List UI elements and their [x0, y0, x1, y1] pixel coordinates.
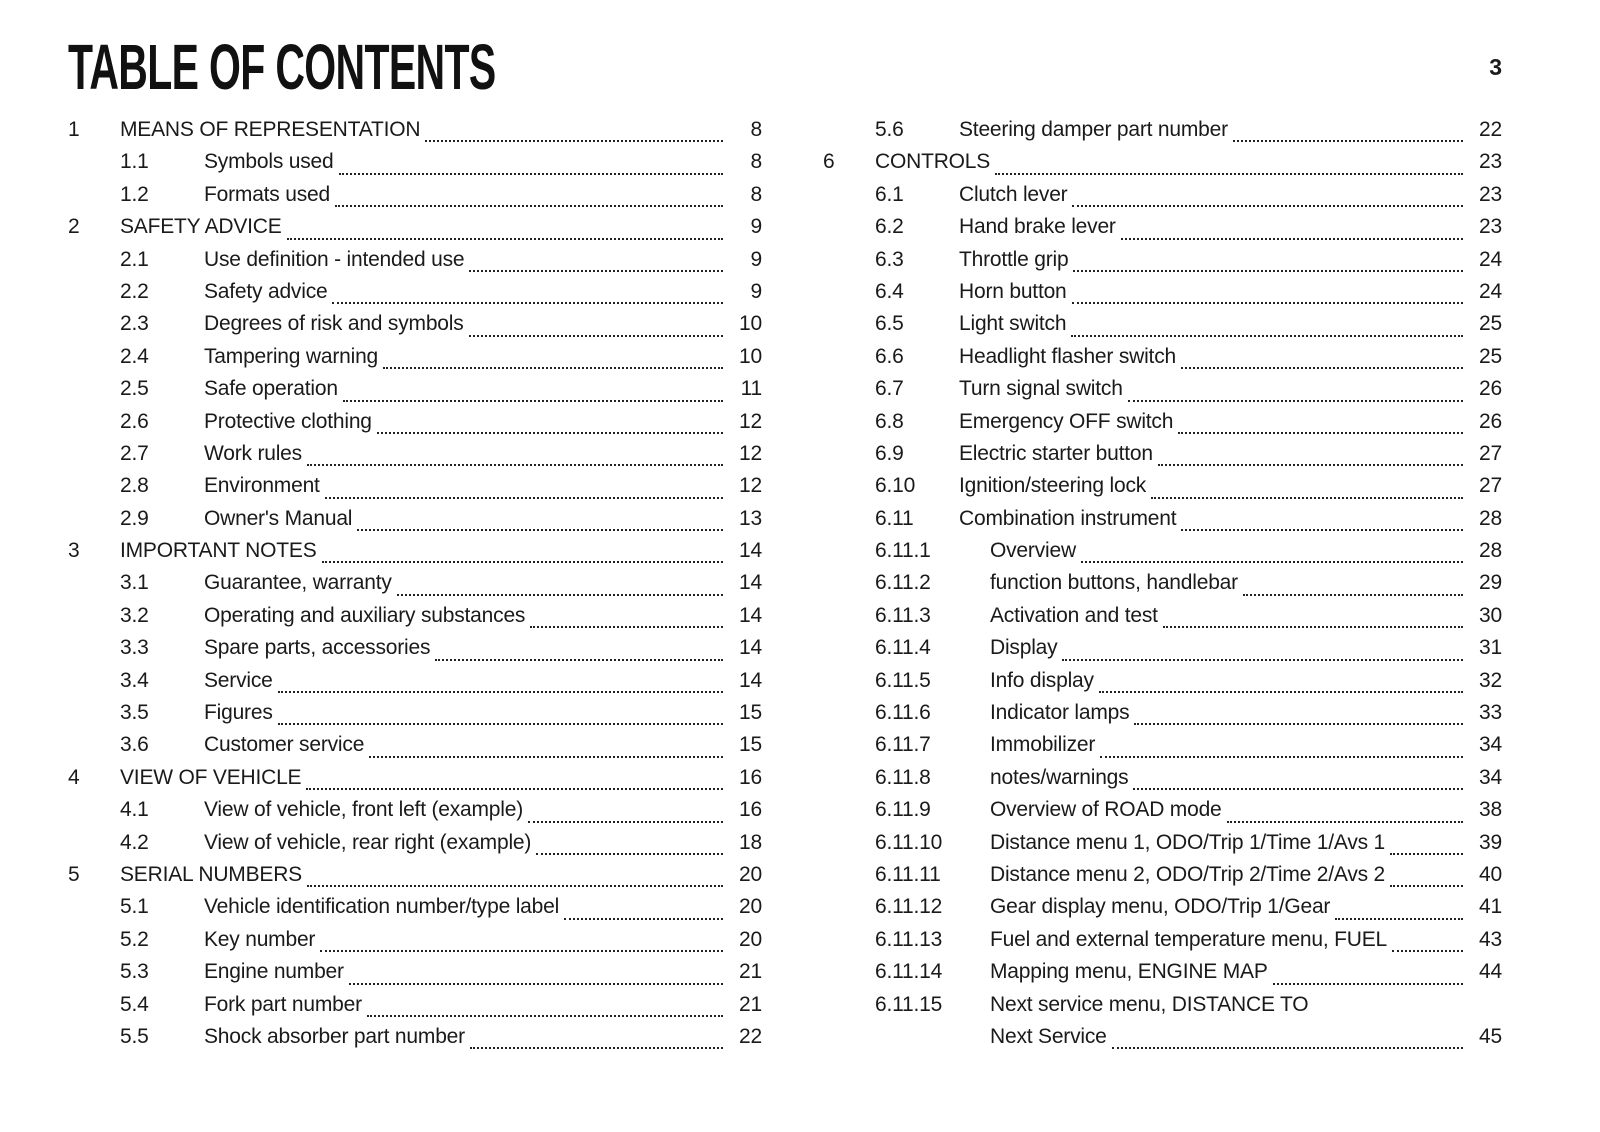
entry-page-number: 45: [1479, 1024, 1502, 1048]
entry-title: Display: [990, 636, 1058, 660]
entry-title: Ignition/steering lock: [959, 474, 1147, 498]
entry-title: function buttons, handlebar: [990, 571, 1238, 595]
entry-page-number: 25: [1479, 344, 1502, 368]
entry-title: Guarantee, warranty: [204, 571, 392, 595]
entry-page-number: 21: [739, 960, 762, 984]
dot-leader: [320, 950, 723, 952]
entry-number: 3.1: [120, 571, 149, 595]
toc-entry-row: [823, 442, 1502, 474]
dot-leader: [1099, 691, 1463, 693]
entry-number: 6.11.9: [875, 798, 931, 822]
entry-page-number: 18: [739, 830, 762, 854]
toc-entry-row: [68, 993, 762, 1025]
entry-page-number: 8: [750, 118, 762, 141]
entry-number: 3.3: [120, 636, 149, 660]
entry-number: 6.3: [875, 247, 904, 271]
toc-entry-row: [823, 248, 1502, 280]
entry-number: 6.1: [875, 182, 904, 206]
dot-leader: [1100, 756, 1463, 758]
entry-title: Electric starter button: [959, 441, 1153, 465]
dot-leader: [397, 594, 723, 596]
dot-leader: [536, 853, 723, 855]
entry-page-number: 21: [739, 992, 762, 1016]
dot-leader: [470, 1047, 723, 1049]
toc-entry-row: [823, 150, 1502, 182]
entry-number: 6.11: [875, 506, 914, 530]
entry-page-number: 15: [739, 733, 762, 757]
dot-leader: [307, 464, 723, 466]
entry-title: Formats used: [204, 182, 330, 206]
entry-title: IMPORTANT NOTES: [120, 539, 317, 563]
entry-page-number: 38: [1479, 798, 1502, 822]
entry-number: 2.4: [120, 344, 149, 368]
entry-page-number: 22: [739, 1024, 762, 1048]
entry-title: Info display: [990, 668, 1094, 692]
entry-title: Headlight flasher switch: [959, 344, 1176, 368]
entry-title: Degrees of risk and symbols: [204, 312, 464, 336]
entry-number: 2: [68, 215, 80, 239]
toc-entry-row: [68, 928, 762, 960]
entry-number: 5.3: [120, 960, 149, 984]
dot-leader: [469, 270, 723, 272]
entry-number: 4.2: [120, 830, 149, 854]
entry-page-number: 30: [1479, 603, 1502, 627]
entry-number: 6: [823, 150, 835, 174]
dot-leader: [1158, 464, 1463, 466]
dot-leader: [287, 238, 723, 240]
entry-page-number: 12: [739, 441, 762, 465]
toc-entry-row: [823, 798, 1502, 830]
toc-entry-row: [823, 183, 1502, 215]
entry-title: Operating and auxiliary substances: [204, 603, 526, 627]
dot-leader: [1072, 302, 1463, 304]
toc-entry-row: [68, 377, 762, 409]
toc-column-left: [68, 118, 762, 1057]
toc-entry-row: [68, 636, 762, 668]
toc-entry-row: [823, 636, 1502, 668]
entry-page-number: 34: [1479, 733, 1502, 757]
entry-page-number: 20: [739, 895, 762, 919]
dot-leader: [435, 659, 723, 661]
entry-number: 2.7: [120, 441, 149, 465]
entry-page-number: 28: [1479, 539, 1502, 563]
entry-title: View of vehicle, front left (example): [204, 798, 524, 822]
entry-page-number: 23: [1479, 182, 1502, 206]
entry-number: 5.2: [120, 927, 149, 951]
entry-page-number: 23: [1479, 150, 1502, 174]
entry-page-number: 39: [1479, 830, 1502, 854]
toc-column-right: [823, 118, 1502, 1057]
dot-leader: [1112, 1047, 1463, 1049]
entry-title: Distance menu 1, ODO/Trip 1/Time 1/Avs 1: [990, 830, 1386, 854]
entry-number: 6.6: [875, 344, 904, 368]
toc-entry-row: [823, 733, 1502, 765]
entry-number: 2.9: [120, 506, 149, 530]
entry-number: 4.1: [120, 798, 149, 822]
dot-leader: [1128, 400, 1463, 402]
entry-page-number: 41: [1479, 895, 1502, 919]
entry-page-number: 16: [739, 765, 762, 789]
entry-page-number: 13: [739, 506, 762, 530]
entry-title: Use definition - intended use: [204, 247, 465, 271]
dot-leader: [425, 140, 723, 142]
toc-entry-row: [68, 571, 762, 603]
entry-number: 6.11.13: [875, 927, 943, 951]
entry-title: Immobilizer: [990, 733, 1096, 757]
dot-leader: [383, 367, 723, 369]
entry-title: Customer service: [204, 733, 365, 757]
entry-page-number: 14: [739, 539, 762, 563]
entry-page-number: 29: [1479, 571, 1502, 595]
toc-entry-row: [68, 701, 762, 733]
entry-page-number: 20: [739, 927, 762, 951]
entry-title: Symbols used: [204, 150, 334, 174]
dot-leader: [1133, 788, 1463, 790]
dot-leader: [325, 497, 723, 499]
toc-entry-row: [823, 863, 1502, 895]
dot-leader: [1243, 594, 1463, 596]
toc-entry-row: [823, 928, 1502, 960]
entry-page-number: 34: [1479, 765, 1502, 789]
entry-page-number: 9: [750, 215, 762, 239]
toc-entry-row: [68, 183, 762, 215]
entry-page-number: 31: [1479, 636, 1502, 660]
entry-page-number: 32: [1479, 668, 1502, 692]
entry-number: 6.11.15: [875, 992, 943, 1016]
entry-page-number: 23: [1479, 215, 1502, 239]
entry-number: 2.5: [120, 377, 149, 401]
entry-number: 6.11.10: [875, 830, 943, 854]
dot-leader: [349, 983, 723, 985]
entry-title: Safety advice: [204, 279, 328, 303]
dot-leader: [1163, 626, 1463, 628]
entry-title: Safe operation: [204, 377, 338, 401]
entry-page-number: 26: [1479, 377, 1502, 401]
toc-entry-row: [68, 895, 762, 927]
entry-number: 2.8: [120, 474, 149, 498]
entry-number: 6.7: [875, 377, 904, 401]
entry-title: Hand brake lever: [959, 215, 1116, 239]
toc-entry-row: [68, 604, 762, 636]
entry-title: Emergency OFF switch: [959, 409, 1174, 433]
entry-number: 1.2: [120, 182, 149, 206]
entry-page-number: 40: [1479, 862, 1502, 886]
dot-leader: [1062, 659, 1463, 661]
toc-entry-row: [68, 766, 762, 798]
entry-number: 6.11.4: [875, 636, 931, 660]
entry-page-number: 25: [1479, 312, 1502, 336]
toc-entry-row: [68, 280, 762, 312]
entry-page-number: 44: [1479, 960, 1502, 984]
entry-number: 6.11.7: [875, 733, 931, 757]
toc-entry-row: [68, 669, 762, 701]
entry-page-number: 15: [739, 701, 762, 725]
dot-leader: [1335, 918, 1463, 920]
toc-entry-row: [823, 701, 1502, 733]
toc-entry-row: [823, 766, 1502, 798]
dot-leader: [357, 529, 723, 531]
entry-title: Overview: [990, 539, 1076, 563]
toc-entry-row: [823, 669, 1502, 701]
entry-title: Work rules: [204, 441, 302, 465]
dot-leader: [1081, 561, 1463, 563]
entry-number: 1.1: [120, 150, 149, 174]
entry-page-number: 27: [1479, 474, 1502, 498]
toc-entry-row: [823, 604, 1502, 636]
entry-page-number: 33: [1479, 701, 1502, 725]
entry-page-number: 14: [739, 603, 762, 627]
entry-page-number: 10: [739, 344, 762, 368]
table-of-contents: [68, 118, 1502, 1057]
entry-title: Shock absorber part number: [204, 1024, 465, 1048]
dot-leader: [1071, 335, 1463, 337]
entry-title-continued: Next Service: [990, 1024, 1107, 1048]
entry-page-number: 16: [739, 798, 762, 822]
entry-number: 3.4: [120, 668, 149, 692]
page-number: 3: [1489, 54, 1502, 80]
entry-title: Mapping menu, ENGINE MAP: [990, 960, 1268, 984]
entry-number: 6.11.1: [875, 539, 931, 563]
entry-title: SERIAL NUMBERS: [120, 862, 302, 886]
entry-page-number: 12: [739, 474, 762, 498]
toc-entry-row: [823, 831, 1502, 863]
entry-page-number: 14: [739, 571, 762, 595]
dot-leader: [307, 885, 723, 887]
toc-entry-row: [823, 993, 1502, 1025]
dot-leader: [1121, 238, 1463, 240]
dot-leader: [995, 173, 1463, 175]
entry-number: 3.2: [120, 603, 149, 627]
entry-page-number: 9: [750, 247, 762, 271]
toc-entry-row: [68, 507, 762, 539]
entry-page-number: 43: [1479, 927, 1502, 951]
entry-title: Horn button: [959, 279, 1067, 303]
dot-leader: [367, 1015, 723, 1017]
entry-page-number: 14: [739, 636, 762, 660]
dot-leader: [1227, 821, 1463, 823]
entry-title: Vehicle identification number/type label: [204, 895, 560, 919]
toc-entry-row: [823, 474, 1502, 506]
entry-title: Light switch: [959, 312, 1067, 336]
dot-leader: [278, 691, 723, 693]
toc-entry-row: [68, 345, 762, 377]
entry-number: 6.10: [875, 474, 916, 498]
entry-title: Indicator lamps: [990, 701, 1130, 725]
entry-title: Fork part number: [204, 992, 362, 1016]
entry-number: 6.11.5: [875, 668, 931, 692]
toc-entry-row: [823, 571, 1502, 603]
entry-number: 2.2: [120, 279, 149, 303]
entry-number: 6.2: [875, 215, 904, 239]
entry-title: View of vehicle, rear right (example): [204, 830, 532, 854]
toc-entry-row: [68, 118, 762, 150]
entry-number: 2.6: [120, 409, 149, 433]
entry-title: Steering damper part number: [959, 118, 1228, 141]
toc-entry-row: [68, 150, 762, 182]
entry-number: 6.11.12: [875, 895, 943, 919]
dot-leader: [1181, 529, 1463, 531]
entry-number: 4: [68, 765, 80, 789]
entry-number: 5.1: [120, 895, 149, 919]
entry-number: 6.5: [875, 312, 904, 336]
entry-number: 2.1: [120, 247, 149, 271]
entry-title: SAFETY ADVICE: [120, 215, 282, 239]
dot-leader: [1392, 950, 1463, 952]
entry-number: 1: [68, 118, 80, 141]
toc-entry-row: [68, 798, 762, 830]
toc-entry-row: [823, 345, 1502, 377]
toc-entry-row: [823, 539, 1502, 571]
dot-leader: [1134, 723, 1463, 725]
entry-page-number: 28: [1479, 506, 1502, 530]
dot-leader: [469, 335, 723, 337]
entry-number: 6.11.11: [875, 862, 941, 886]
toc-entry-row: [823, 410, 1502, 442]
entry-number: 5.4: [120, 992, 149, 1016]
dot-leader: [1181, 367, 1463, 369]
entry-page-number: 12: [739, 409, 762, 433]
dot-leader: [1390, 853, 1463, 855]
dot-leader: [278, 723, 723, 725]
toc-entry-row: [823, 215, 1502, 247]
toc-entry-row: [823, 312, 1502, 344]
entry-title: Activation and test: [990, 603, 1158, 627]
entry-number: 6.11.8: [875, 765, 931, 789]
entry-page-number: 22: [1479, 118, 1502, 141]
entry-title: Owner's Manual: [204, 506, 353, 530]
toc-entry-row: [68, 1025, 762, 1057]
dot-leader: [530, 626, 723, 628]
entry-title: VIEW OF VEHICLE: [120, 765, 302, 789]
entry-number: 3.5: [120, 701, 149, 725]
dot-leader: [369, 756, 723, 758]
dot-leader: [564, 918, 723, 920]
entry-title: MEANS OF REPRESENTATION: [120, 118, 421, 141]
entry-title: Spare parts, accessories: [204, 636, 431, 660]
entry-page-number: 14: [739, 668, 762, 692]
entry-title: Protective clothing: [204, 409, 372, 433]
toc-entry-row: [68, 410, 762, 442]
entry-title: Engine number: [204, 960, 344, 984]
entry-title: Figures: [204, 701, 273, 725]
entry-page-number: 27: [1479, 441, 1502, 465]
toc-entry-row: [68, 960, 762, 992]
entry-number: 5.5: [120, 1024, 149, 1048]
entry-title: Fuel and external temperature menu, FUEL: [990, 927, 1388, 951]
entry-title: Tampering warning: [204, 344, 379, 368]
entry-page-number: 11: [740, 377, 762, 401]
entry-title: Next service menu, DISTANCE TO: [990, 992, 1309, 1016]
toc-entry-row: [68, 539, 762, 571]
entry-title: CONTROLS: [875, 150, 991, 174]
toc-entry-row: [823, 960, 1502, 992]
entry-number: 6.8: [875, 409, 904, 433]
dot-leader: [1390, 885, 1463, 887]
entry-number: 6.11.14: [875, 960, 943, 984]
entry-title: Gear display menu, ODO/Trip 1/Gear: [990, 895, 1331, 919]
entry-page-number: 20: [739, 862, 762, 886]
toc-entry-row: [68, 215, 762, 247]
entry-title: Clutch lever: [959, 182, 1068, 206]
dot-leader: [1273, 983, 1463, 985]
dot-leader: [335, 205, 723, 207]
toc-entry-row: [68, 863, 762, 895]
dot-leader: [332, 302, 723, 304]
page-header: [68, 31, 1502, 103]
entry-number: 6.11.3: [875, 603, 931, 627]
entry-number: 5: [68, 862, 80, 886]
toc-entry-row: [823, 507, 1502, 539]
dot-leader: [306, 788, 723, 790]
entry-title: Overview of ROAD mode: [990, 798, 1222, 822]
toc-entry-row: [823, 377, 1502, 409]
entry-number: 3: [68, 539, 80, 563]
toc-entry-row: [823, 280, 1502, 312]
toc-entry-row: [68, 831, 762, 863]
dot-leader: [528, 821, 723, 823]
entry-title: Turn signal switch: [959, 377, 1123, 401]
entry-number: 5.6: [875, 118, 904, 141]
toc-entry-row: [823, 895, 1502, 927]
dot-leader: [322, 561, 723, 563]
entry-number: 6.11.6: [875, 701, 931, 725]
entry-page-number: 26: [1479, 409, 1502, 433]
dot-leader: [339, 173, 724, 175]
dot-leader: [1073, 270, 1463, 272]
entry-number: 6.4: [875, 279, 904, 303]
toc-entry-row-continuation: [823, 1025, 1502, 1057]
toc-entry-row: [68, 733, 762, 765]
entry-page-number: 8: [750, 150, 762, 174]
entry-title: notes/warnings: [990, 765, 1129, 789]
page-title: TABLE OF CONTENTS: [68, 31, 496, 103]
entry-page-number: 10: [739, 312, 762, 336]
dot-leader: [1178, 432, 1463, 434]
entry-title: Service: [204, 668, 273, 692]
dot-leader: [343, 400, 723, 402]
entry-page-number: 9: [750, 279, 762, 303]
entry-page-number: 8: [750, 182, 762, 206]
entry-page-number: 24: [1479, 279, 1502, 303]
dot-leader: [1233, 140, 1463, 142]
entry-number: 2.3: [120, 312, 149, 336]
entry-title: Distance menu 2, ODO/Trip 2/Time 2/Avs 2: [990, 862, 1386, 886]
entry-page-number: 24: [1479, 247, 1502, 271]
entry-title: Environment: [204, 474, 320, 498]
dot-leader: [1072, 205, 1463, 207]
entry-title: Throttle grip: [959, 247, 1069, 271]
toc-entry-row: [68, 312, 762, 344]
entry-title: Combination instrument: [959, 506, 1177, 530]
toc-entry-row: [68, 474, 762, 506]
toc-entry-row: [823, 118, 1502, 150]
entry-number: 6.9: [875, 441, 904, 465]
toc-entry-row: [68, 248, 762, 280]
entry-number: 3.6: [120, 733, 149, 757]
entry-number: 6.11.2: [875, 571, 931, 595]
entry-title: Key number: [204, 927, 316, 951]
dot-leader: [377, 432, 723, 434]
toc-entry-row: [68, 442, 762, 474]
dot-leader: [1151, 497, 1463, 499]
